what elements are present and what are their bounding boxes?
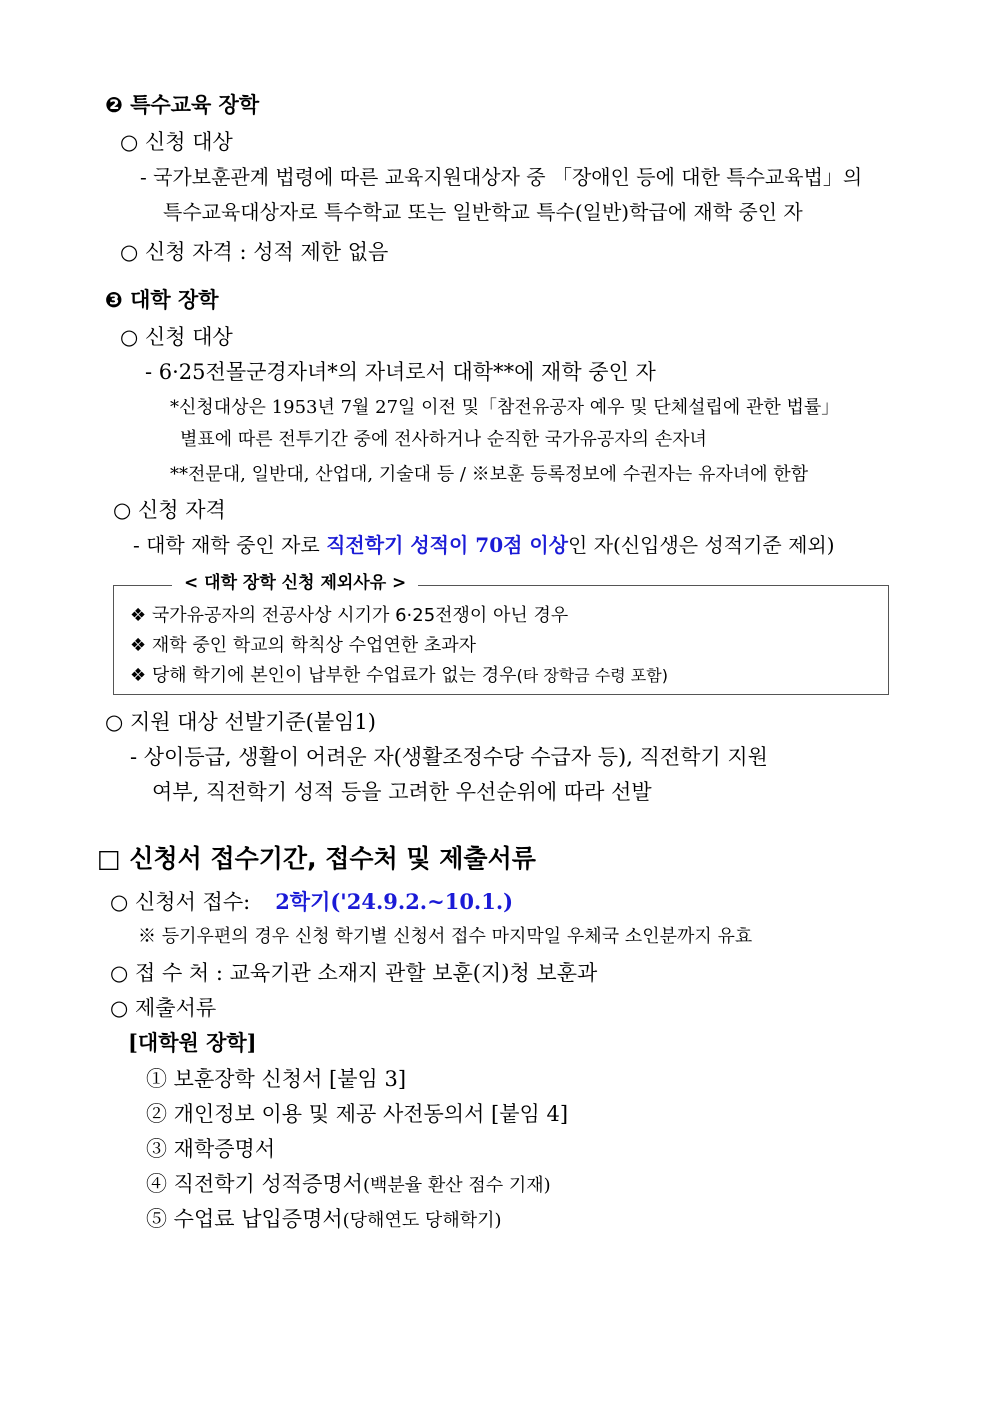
university-note1-line1: *신청대상은 1953년 7월 27일 이전 및「참전유공자 예우 및 단체설립에 관한 법률」 xyxy=(170,397,840,418)
section-title-university: ❸ 대학 장학 xyxy=(105,288,219,312)
submission-docs-heading: ○ 제출서류 xyxy=(110,996,217,1020)
doc-item-5-main: ⑤ 수업료 납입증명서 xyxy=(146,1207,343,1231)
submission-period-label: ○ 신청서 접수: xyxy=(110,890,251,914)
exclusion-item-3 xyxy=(130,663,668,689)
submission-section-title: □ 신청서 접수기간, 접수처 및 제출서류 xyxy=(97,844,536,873)
university-target-line1: - 6·25전몰군경자녀*의 자녀로서 대학**에 재학 중인 자 xyxy=(145,360,656,384)
submission-period xyxy=(110,887,513,917)
selection-criteria-heading: ○ 지원 대상 선발기준(붙임1) xyxy=(105,710,376,734)
special-ed-qualification: ○ 신청 자격 : 성적 제한 없음 xyxy=(120,240,389,264)
doc-item-1: ① 보훈장학 신청서 [붙임 3] xyxy=(146,1067,407,1091)
exclusion-item-3-sub: (타 장학금 수령 포함) xyxy=(516,666,668,685)
exclusion-item-2: ❖ 재학 중인 학교의 학칙상 수업연한 초과자 xyxy=(130,635,477,656)
qualification-prefix: - 대학 재학 중인 자로 xyxy=(133,533,327,557)
submission-office: ○ 접 수 처 : 교육기관 소재지 관할 보훈(지)청 보훈과 xyxy=(110,961,598,985)
doc-item-5-sub: (당해연도 당해학기) xyxy=(342,1210,502,1231)
qualification-highlight: 직전학기 성적이 70점 이상 xyxy=(326,533,569,557)
doc-item-4-sub: (백분율 환산 점수 기재) xyxy=(362,1175,551,1196)
section-title-special-ed: ❷ 특수교육 장학 xyxy=(105,93,260,117)
grad-scholarship-heading: [대학원 장학] xyxy=(128,1030,257,1055)
university-qualification-line xyxy=(133,530,835,560)
exclusion-title: < 대학 장학 신청 제외사유 > xyxy=(172,570,418,596)
university-note1-line2: 별표에 따른 전투기간 중에 전사하거나 순직한 국가유공자의 손자녀 xyxy=(180,429,707,450)
university-note2: **전문대, 일반대, 산업대, 기술대 등 / ※보훈 등록정보에 수권자는 유자녀에 한함 xyxy=(170,464,809,485)
special-ed-target-line2: 특수교육대상자로 특수학교 또는 일반학교 특수(일반)학급에 재학 중인 자 xyxy=(163,200,803,224)
exclusion-item-1: ❖ 국가유공자의 전공사상 시기가 6·25전쟁이 아닌 경우 xyxy=(130,605,569,626)
submission-period-value: 2학기('24.9.2.~10.1.) xyxy=(275,889,514,914)
doc-item-3: ③ 재학증명서 xyxy=(146,1137,276,1161)
doc-item-4 xyxy=(146,1169,551,1201)
special-ed-target-heading: ○ 신청 대상 xyxy=(120,130,233,154)
selection-criteria-line1: - 상이등급, 생활이 어려운 자(생활조정수당 수급자 등), 직전학기 지원 xyxy=(130,745,768,769)
qualification-suffix: 인 자(신입생은 성적기준 제외) xyxy=(568,533,835,557)
university-qualification-heading: ○ 신청 자격 xyxy=(113,498,226,522)
special-ed-target-line1: - 국가보훈관계 법령에 따른 교육지원대상자 중 「장애인 등에 대한 특수교육법」의 xyxy=(140,165,863,189)
doc-item-4-main: ④ 직전학기 성적증명서 xyxy=(146,1172,363,1196)
exclusion-item-3-main: ❖ 당해 학기에 본인이 납부한 수업료가 없는 경우 xyxy=(130,665,517,686)
university-target-heading: ○ 신청 대상 xyxy=(120,325,233,349)
selection-criteria-line2: 여부, 직전학기 성적 등을 고려한 우선순위에 따라 선발 xyxy=(152,780,652,804)
submission-period-note: ※ 등기우편의 경우 신청 학기별 신청서 접수 마지막일 우체국 소인분까지 유효 xyxy=(138,926,753,947)
doc-item-5 xyxy=(146,1204,502,1236)
doc-item-2: ② 개인정보 이용 및 제공 사전동의서 [붙임 4] xyxy=(146,1102,569,1126)
